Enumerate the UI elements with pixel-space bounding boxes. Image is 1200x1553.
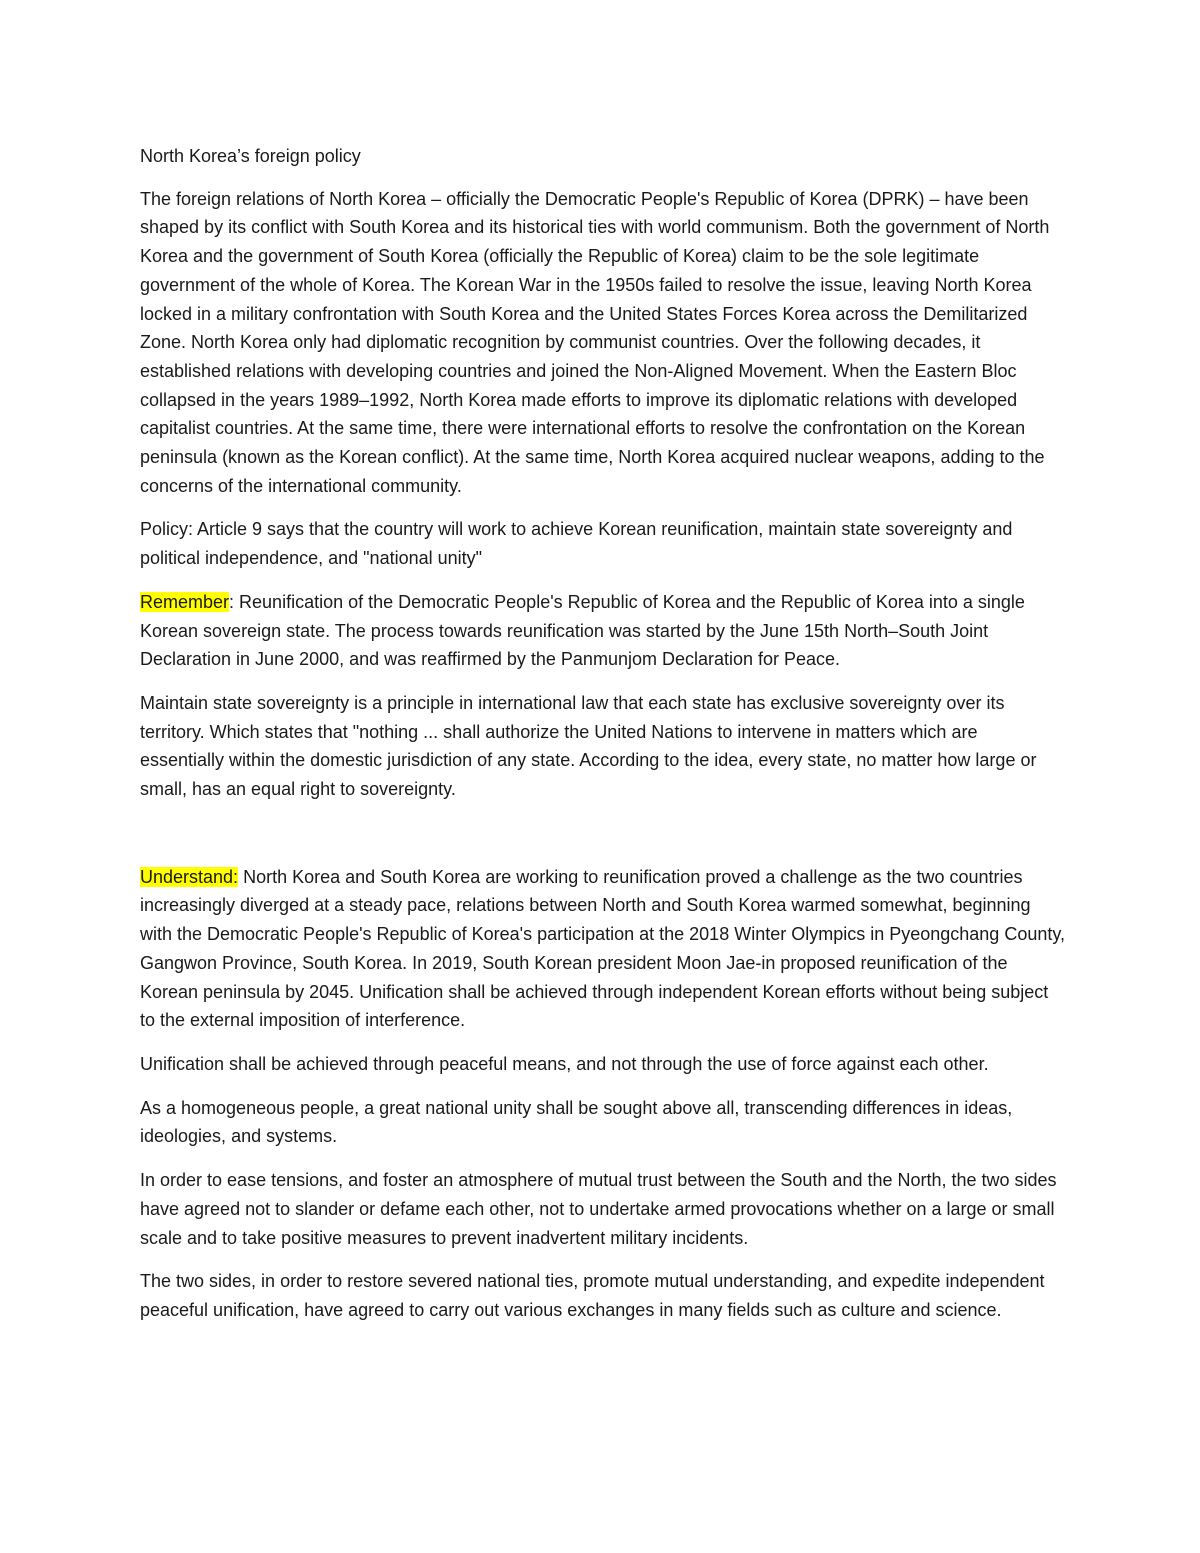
policy-paragraph: Policy: Article 9 says that the country will work to achieve Korean reunification, maintain state sovereignty and political independence, and "national unity" bbox=[140, 519, 1013, 569]
document-body bbox=[140, 142, 1065, 1340]
homogeneous-paragraph: As a homogeneous people, a great national unity shall be sought above all, transcending differences in ideas, ideologies, and systems. bbox=[140, 1097, 1013, 1147]
understand-paragraph bbox=[140, 863, 1065, 1035]
understand-highlight-label: Understand: bbox=[140, 866, 239, 887]
sovereignty-paragraph: Maintain state sovereignty is a principle in international law that each state has exclusive sovereignty over its territory. Which states that "nothing ... shall authorize the United Nations to intervene in matters which are essentially within the domestic jurisdiction of any state. According to the idea, every state, no matter how large or small, has an equal right to sovereignty. bbox=[140, 692, 1037, 800]
remember-highlight-label: Remember bbox=[140, 591, 230, 612]
remember-paragraph bbox=[140, 588, 1065, 674]
blank-line bbox=[140, 819, 1065, 863]
understand-text: North Korea and South Korea are working to reunification proved a challenge as the two countries increasingly diverged at a steady pace, relations between North and South Korea warmed somewhat, beginning with the Democratic People's Republic of Korea's participation at the 2018 Winter Olympics in Pyeongchang County, Gangwon Province, South Korea. In 2019, South Korean president Moon Jae-in proposed reunification of the Korean peninsula by 2045. Unification shall be achieved through independent Korean efforts without being subject to the external imposition of interference. bbox=[140, 866, 1066, 1031]
unification-paragraph: Unification shall be achieved through peaceful means, and not through the use of force against each other. bbox=[140, 1053, 989, 1074]
remember-text: : Reunification of the Democratic People's Republic of Korea and the Republic of Korea into a single Korean sovereign state. The process towards reunification was started by the June 15th North–South Joint Declaration in June 2000, and was reaffirmed by the Panmunjom Declaration for Peace. bbox=[140, 591, 1025, 670]
document-title: North Korea’s foreign policy bbox=[140, 146, 361, 166]
exchanges-paragraph: The two sides, in order to restore severed national ties, promote mutual understanding, and expedite independent peaceful unification, have agreed to carry out various exchanges in many fields such as culture and science. bbox=[140, 1271, 1045, 1320]
intro-paragraph: The foreign relations of North Korea – officially the Democratic People's Republic of Korea (DPRK) – have been shaped by its conflict with South Korea and its historical ties with world communism. Both the government of North Korea and the government of South Korea (officially the Republic of Korea) claim to be the sole legitimate government of the whole of Korea. The Korean War in the 1950s failed to resolve the issue, leaving North Korea locked in a military confrontation with South Korea and the United States Forces Korea across the Demilitarized Zone. North Korea only had diplomatic recognition by communist countries. Over the following decades, it established relations with developing countries and joined the Non-Aligned Movement. When the Eastern Bloc collapsed in the years 1989–1992, North Korea made efforts to improve its diplomatic relations with developed capitalist countries. At the same time, there were international efforts to resolve the confrontation on the Korean peninsula (known as the Korean conflict). At the same time, North Korea acquired nuclear weapons, adding to the concerns of the international community. bbox=[140, 188, 1050, 496]
tensions-paragraph: In order to ease tensions, and foster an atmosphere of mutual trust between the South and the North, the two sides have agreed not to slander or defame each other, not to undertake armed provocations whether on a large or small scale and to take positive measures to prevent inadvertent military incidents. bbox=[140, 1170, 1057, 1248]
